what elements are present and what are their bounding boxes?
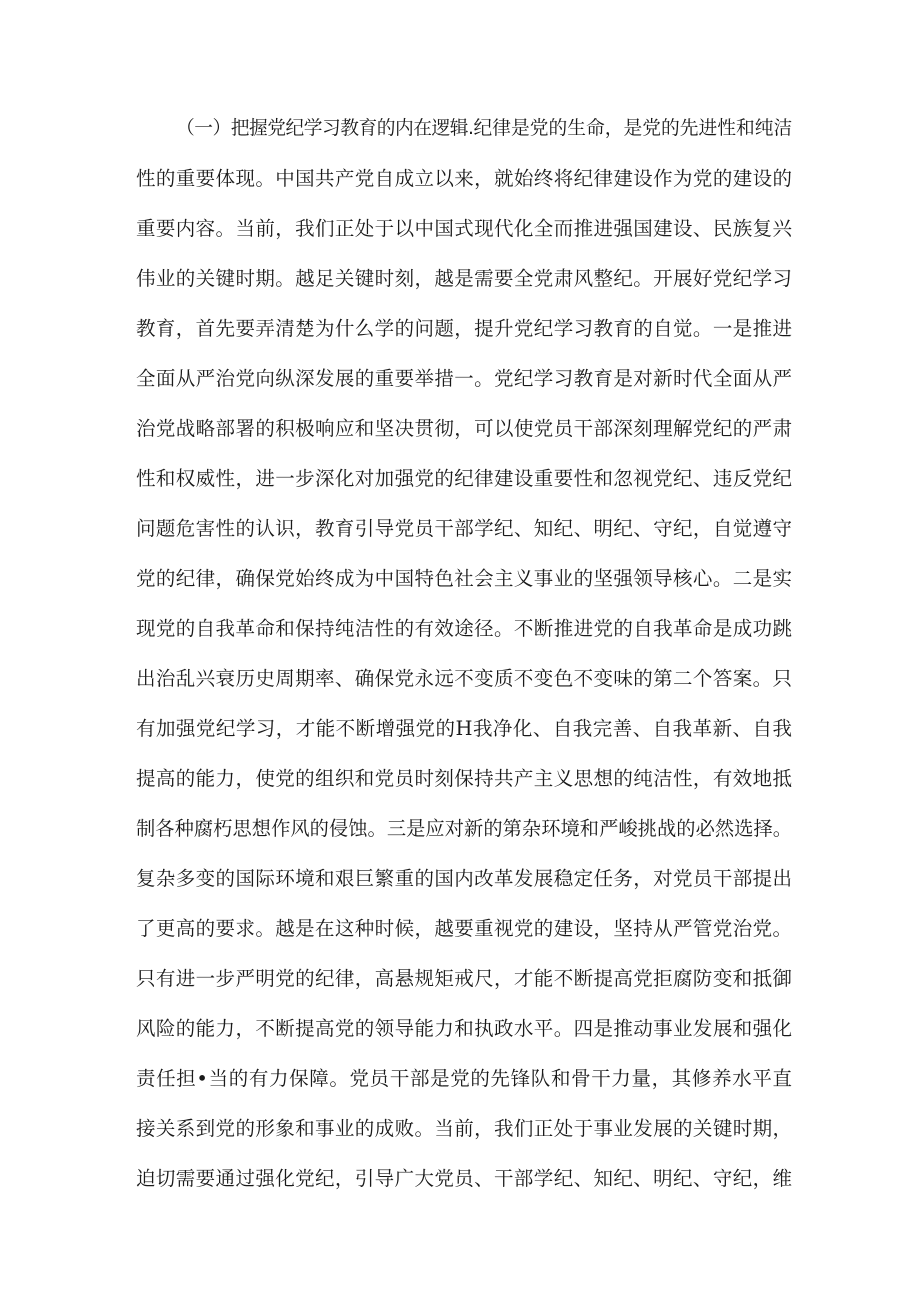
paragraph-line: 现党的自我革命和保持纯洁性的有效途径。不断推进党的自我革命是成功跳	[136, 617, 792, 640]
section-heading: （一）把握党纪学习教育的内在逻辑.	[176, 118, 474, 139]
paragraph-line: 教育，首先要弄清楚为什么学的问题，提升党纪学习教育的自觉。一是推进	[136, 317, 792, 340]
paragraph-line: 出治乱兴衰历史周期率、确保党永远不变质不变色不变味的第二个答案。只	[136, 667, 792, 690]
paragraph-line: 只有进一步严明党的纪律，高悬规矩戒尺，才能不断提高党拒腐防变和抵御	[136, 967, 792, 990]
paragraph-line: 风险的能力，不断提高党的领导能力和执政水平。四是推动事业发展和强化	[136, 1017, 792, 1040]
paragraph-line: 制各种腐朽思想作风的侵蚀。三是应对新的第杂环境和严峻挑战的必然选择。	[136, 817, 792, 840]
paragraph-line: 复杂多变的国际环境和艰巨繁重的国内改革发展稳定任务，对党员干部提出	[136, 867, 792, 890]
paragraph-line-first	[176, 111, 792, 147]
paragraph-line: 问题危害性的认识，教育引导党员干部学纪、知纪、明纪、守纪，自觉遵守	[136, 517, 792, 540]
paragraph-line: 性和权威性，进一步深化对加强党的纪律建设重要性和忽视党纪、违反党纪	[136, 467, 792, 490]
paragraph-line: 提高的能力，使党的组织和党员时刻保持共产主义思想的纯洁性，有效地抵	[136, 767, 792, 790]
paragraph-line: 伟业的关键时期。越足关键时刻，越是需要全党肃风整纪。开展好党纪学习	[136, 267, 792, 290]
paragraph-line: 有加强党纪学习，才能不断增强党的H我净化、自我完善、自我革新、自我	[136, 717, 792, 740]
paragraph-line: 性的重要体现。中国共产党自成立以来，就始终将纪律建设作为党的建设的	[136, 167, 792, 190]
paragraph-line: 治党战略部署的积极响应和坚决贯彻，可以使党员干部深刻理解党纪的严肃	[136, 417, 792, 440]
paragraph-line: 重要内容。当前，我们正处于以中国式现代化全而推进强国建设、民族复兴	[136, 217, 792, 240]
paragraph-line: 全面从严治党向纵深发展的重要举措一。党纪学习教育是对新时代全面从严	[136, 367, 792, 390]
paragraph-line: 接关系到党的形象和事业的成败。当前，我们正处于事业发展的关键时期，	[136, 1117, 792, 1140]
paragraph-line: 迫切需要通过强化党纪，引导广大党员、干部学纪、知纪、明纪、守纪，维	[136, 1167, 792, 1190]
paragraph-line: 党的纪律，确保党始终成为中国特色社会主义事业的坚强领导核心。二是实	[136, 567, 792, 590]
paragraph-line: 了更高的要求。越是在这种时候，越要重视党的建设，坚持从严管党治党。	[136, 917, 792, 940]
paragraph-line: 责任担•当的有力保障。党员干部是党的先锋队和骨干力量，其修养水平直	[136, 1067, 792, 1090]
paragraph-text: 纪律是党的生命，是党的先进性和纯洁	[473, 118, 793, 139]
